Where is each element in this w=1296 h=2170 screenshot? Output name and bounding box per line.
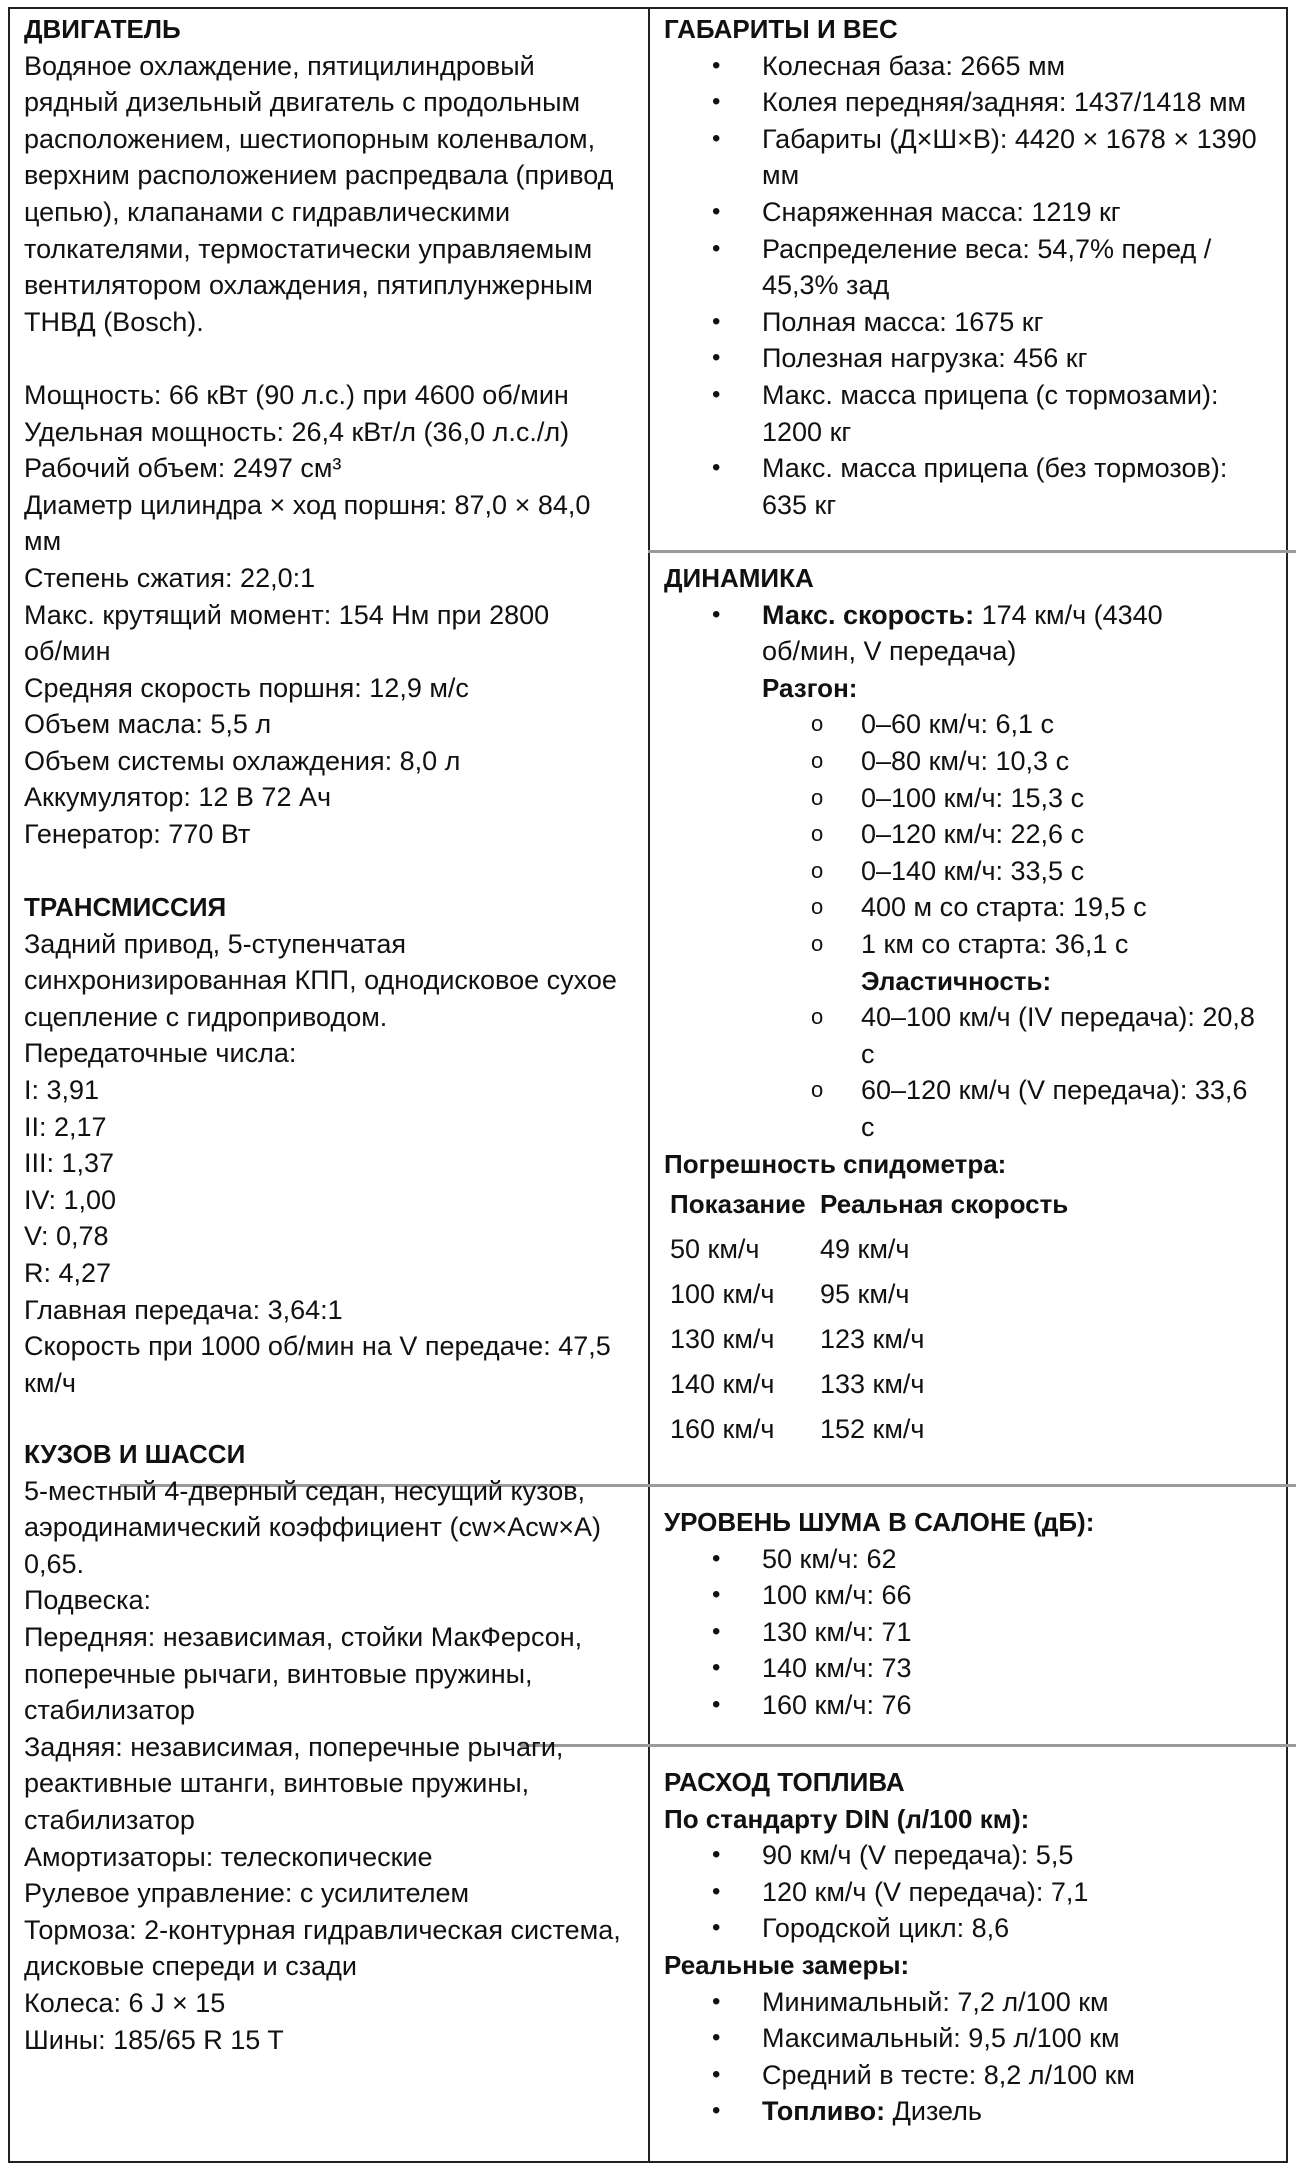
sub-list-item-line: с xyxy=(861,1111,875,1142)
list-item xyxy=(664,377,1257,450)
fuel-type-list xyxy=(664,2093,1135,2130)
list-item-line: мм xyxy=(762,160,800,191)
text-line: Макс. крутящий момент: 154 Нм при 2800 xyxy=(24,599,550,630)
list-item-line: 635 кг xyxy=(762,489,837,520)
table-row xyxy=(670,1362,1068,1407)
text-line: Рабочий объем: 2497 см³ xyxy=(24,453,342,484)
text-line: III: 1,37 xyxy=(24,1148,115,1179)
acceleration-label: Разгон: xyxy=(762,672,858,703)
text-line: стабилизатор xyxy=(24,1804,195,1835)
table-cell: 152 км/ч xyxy=(820,1414,925,1445)
engine-specs xyxy=(24,377,613,853)
fuel-title: РАСХОД ТОПЛИВА xyxy=(664,1767,905,1797)
text-line: км/ч xyxy=(24,1367,76,1398)
speedo-header-shown: Показание xyxy=(670,1189,806,1220)
text-line: V: 0,78 xyxy=(24,1221,109,1252)
table-cell: 133 км/ч xyxy=(820,1369,925,1400)
row-divider-3 xyxy=(520,1744,1296,1747)
list-item: • 100 км/ч: 66 xyxy=(664,1577,1094,1614)
list-item-line: • Полная масса: 1675 кг xyxy=(762,306,1044,337)
text-line: I: 3,91 xyxy=(24,1074,100,1105)
elasticity-label: Эластичность: xyxy=(861,965,1052,996)
column-divider xyxy=(648,7,650,2163)
list-item: • 160 км/ч: 76 xyxy=(664,1687,1094,1724)
text-line: об/мин xyxy=(24,636,111,667)
text-line: вентилятором охлаждения, пятиплунжерным xyxy=(24,270,593,301)
table-row xyxy=(670,1317,1068,1362)
text-line: 0,65. xyxy=(24,1548,85,1579)
list-item-line: • Макс. масса прицепа (без тормозов): xyxy=(762,453,1228,484)
text-line: Передаточные числа: xyxy=(24,1038,297,1069)
text-line: Амортизаторы: телескопические xyxy=(24,1841,433,1872)
table-cell: 49 км/ч xyxy=(820,1234,910,1265)
sub-list-item xyxy=(664,999,1288,1072)
text-line: Задний привод, 5-ступенчатая xyxy=(24,928,407,959)
text-line: Подвеска: xyxy=(24,1585,152,1616)
list-item xyxy=(664,340,1257,377)
text-line: дисковые спереди и сзади xyxy=(24,1951,357,1982)
list-item: • 130 км/ч: 71 xyxy=(664,1614,1094,1651)
transmission-lines xyxy=(24,926,617,1402)
text-line: синхронизированная КПП, однодисковое сухое xyxy=(24,965,617,996)
text-line: мм xyxy=(24,526,62,557)
list-item-line: • Полезная нагрузка: 456 кг xyxy=(762,343,1088,374)
list-item: • Минимальный: 7,2 л/100 км xyxy=(664,1984,1135,2021)
top-speed-label: Макс. скорость: xyxy=(762,599,975,630)
list-item xyxy=(664,121,1257,194)
sub-list-item-line: с xyxy=(861,1038,875,1069)
list-item-line: • Снаряженная масса: 1219 кг xyxy=(762,196,1121,227)
text-line: цепью), клапанами с гидравлическими xyxy=(24,196,511,227)
list-item: • Максимальный: 9,5 л/100 км xyxy=(664,2020,1135,2057)
fuel-type-label: Топливо: xyxy=(762,2096,886,2127)
real-title: Реальные замеры: xyxy=(664,1949,910,1980)
table-cell: 123 км/ч xyxy=(820,1324,925,1355)
noise-title: УРОВЕНЬ ШУМА В САЛОНЕ (дБ): xyxy=(664,1507,1095,1537)
list-item: • 140 км/ч: 73 xyxy=(664,1650,1094,1687)
speedo-header-real: Реальная скорость xyxy=(820,1189,1069,1220)
list-item-line: • Распределение веса: 54,7% перед / xyxy=(762,233,1212,264)
engine-description xyxy=(24,48,613,341)
speedometer-rows xyxy=(670,1227,1068,1452)
table-cell: 160 км/ч xyxy=(670,1414,775,1445)
text-line: ТНВД (Bosch). xyxy=(24,306,204,337)
noise-section xyxy=(664,1504,1094,1724)
text-line: Генератор: 770 Вт xyxy=(24,819,251,850)
list-item-line: • Макс. масса прицепа (с тормозами): xyxy=(762,379,1219,410)
text-line: рядный дизельный двигатель с продольным xyxy=(24,87,581,118)
engine-section xyxy=(24,11,613,853)
text-line: Аккумулятор: 12 В 72 Ач xyxy=(24,782,332,813)
real-list xyxy=(664,1984,1135,2094)
speedometer-title: Погрешность спидометра: xyxy=(664,1148,1007,1179)
list-item xyxy=(664,304,1257,341)
text-line: Средняя скорость поршня: 12,9 м/с xyxy=(24,672,469,703)
dynamics-list xyxy=(664,597,1288,670)
transmission-section xyxy=(24,889,617,1401)
text-line: аэродинамический коэффициент (cw×Acw×A) xyxy=(24,1512,601,1543)
sub-list-item xyxy=(664,1072,1288,1145)
fuel-type-item xyxy=(664,2093,1135,2130)
text-line: Объем масла: 5,5 л xyxy=(24,709,272,740)
sub-list-item: o 0–80 км/ч: 10,3 с xyxy=(664,743,1288,780)
text-line: верхним расположением распредвала (привод xyxy=(24,160,614,191)
text-line: Передняя: независимая, стойки МакФерсон, xyxy=(24,1621,583,1652)
fuel-section xyxy=(664,1764,1135,2130)
dynamics-title: ДИНАМИКА xyxy=(664,563,814,593)
top-speed-value: 174 км/ч (4340 xyxy=(974,599,1163,630)
table-cell: 100 км/ч xyxy=(670,1279,775,1310)
transmission-title: ТРАНСМИССИЯ xyxy=(24,892,227,922)
text-line: R: 4,27 xyxy=(24,1257,112,1288)
dynamics-section xyxy=(664,560,1288,1452)
list-item: • Городской цикл: 8,6 xyxy=(664,1910,1135,1947)
list-item: • Средний в тесте: 8,2 л/100 км xyxy=(664,2057,1135,2094)
text-line: Водяное охлаждение, пятицилиндровый xyxy=(24,50,535,81)
elasticity-list xyxy=(664,999,1288,1145)
text-line: IV: 1,00 xyxy=(24,1184,117,1215)
text-line: сцепление с гидроприводом. xyxy=(24,1001,388,1032)
table-cell: 140 км/ч xyxy=(670,1369,775,1400)
text-line: Тормоза: 2-контурная гидравлическая система, xyxy=(24,1914,621,1945)
text-line: Задняя: независимая, поперечные рычаги, xyxy=(24,1731,564,1762)
body-section xyxy=(24,1436,621,2058)
list-item xyxy=(664,450,1257,523)
list-item xyxy=(664,231,1257,304)
engine-title: ДВИГАТЕЛЬ xyxy=(24,14,181,44)
text-line: Скорость при 1000 об/мин на V передаче: 47,5 xyxy=(24,1331,611,1362)
fuel-type-value: Дизель xyxy=(885,2096,982,2127)
text-line: поперечные рычаги, винтовые пружины, xyxy=(24,1658,533,1689)
list-item-line: • Колесная база: 2665 мм xyxy=(762,50,1066,81)
table-row xyxy=(670,1407,1068,1452)
dimensions-section xyxy=(664,11,1257,523)
list-item: • 120 км/ч (V передача): 7,1 xyxy=(664,1874,1135,1911)
list-item: • 90 км/ч (V передача): 5,5 xyxy=(664,1837,1135,1874)
sub-list-item: o 0–60 км/ч: 6,1 с xyxy=(664,706,1288,743)
sub-list-item-line: o 40–100 км/ч (IV передача): 20,8 xyxy=(861,1002,1255,1033)
list-item xyxy=(664,48,1257,85)
table-cell: 95 км/ч xyxy=(820,1279,910,1310)
text-line: Удельная мощность: 26,4 кВт/л (36,0 л.с./л) xyxy=(24,416,570,447)
din-list xyxy=(664,1837,1135,1947)
body-title: КУЗОВ И ШАССИ xyxy=(24,1439,246,1469)
text-line: стабилизатор xyxy=(24,1695,195,1726)
dimensions-title: ГАБАРИТЫ И ВЕС xyxy=(664,14,898,44)
list-item xyxy=(664,84,1257,121)
acceleration-list xyxy=(664,706,1288,962)
text-line: Мощность: 66 кВт (90 л.с.) при 4600 об/мин xyxy=(24,379,569,410)
sub-list-item: o 400 м со старта: 19,5 с xyxy=(664,889,1288,926)
sub-list-item-line: o 60–120 км/ч (V передача): 33,6 xyxy=(861,1075,1248,1106)
speedometer-table xyxy=(670,1182,1068,1452)
text-line: Главная передача: 3,64:1 xyxy=(24,1294,343,1325)
table-row xyxy=(670,1227,1068,1272)
list-item-line: 1200 кг xyxy=(762,416,852,447)
top-speed-line2: об/мин, V передача) xyxy=(762,636,1017,667)
body-lines xyxy=(24,1473,621,2059)
sub-list-item: o 0–100 км/ч: 15,3 с xyxy=(664,780,1288,817)
text-line: Рулевое управление: с усилителем xyxy=(24,1878,470,1909)
noise-list xyxy=(664,1541,1094,1724)
text-line: Диаметр цилиндра × ход поршня: 87,0 × 84,0 xyxy=(24,489,591,520)
row-divider-1 xyxy=(648,550,1296,553)
sub-list-item: o 1 км со старта: 36,1 с xyxy=(664,926,1288,963)
table-cell: 130 км/ч xyxy=(670,1324,775,1355)
text-line: толкателями, термостатически управляемым xyxy=(24,233,593,264)
text-line: 5-местный 4-дверный седан, несущий кузов, xyxy=(24,1475,586,1506)
text-line: II: 2,17 xyxy=(24,1111,107,1142)
text-line: Шины: 185/65 R 15 T xyxy=(24,2024,284,2055)
table-row xyxy=(670,1272,1068,1317)
text-line: расположением, шестиопорным коленвалом, xyxy=(24,123,596,154)
sub-list-item: o 0–140 км/ч: 33,5 с xyxy=(664,853,1288,890)
list-item-line: • Колея передняя/задняя: 1437/1418 мм xyxy=(762,87,1247,118)
text-line: Объем системы охлаждения: 8,0 л xyxy=(24,745,461,776)
list-item-line: 45,3% зад xyxy=(762,270,890,301)
top-speed-item xyxy=(664,597,1288,670)
list-item xyxy=(664,194,1257,231)
text-line: Колеса: 6 J × 15 xyxy=(24,1987,226,2018)
dimensions-list xyxy=(664,48,1257,524)
table-cell: 50 км/ч xyxy=(670,1234,760,1265)
din-title: По стандарту DIN (л/100 км): xyxy=(664,1803,1030,1834)
text-line: реактивные штанги, винтовые пружины, xyxy=(24,1768,530,1799)
sub-list-item: o 0–120 км/ч: 22,6 с xyxy=(664,816,1288,853)
list-item-line: • Габариты (Д×Ш×В): 4420 × 1678 × 1390 xyxy=(762,123,1257,154)
list-item: • 50 км/ч: 62 xyxy=(664,1541,1094,1578)
text-line: Степень сжатия: 22,0:1 xyxy=(24,562,316,593)
